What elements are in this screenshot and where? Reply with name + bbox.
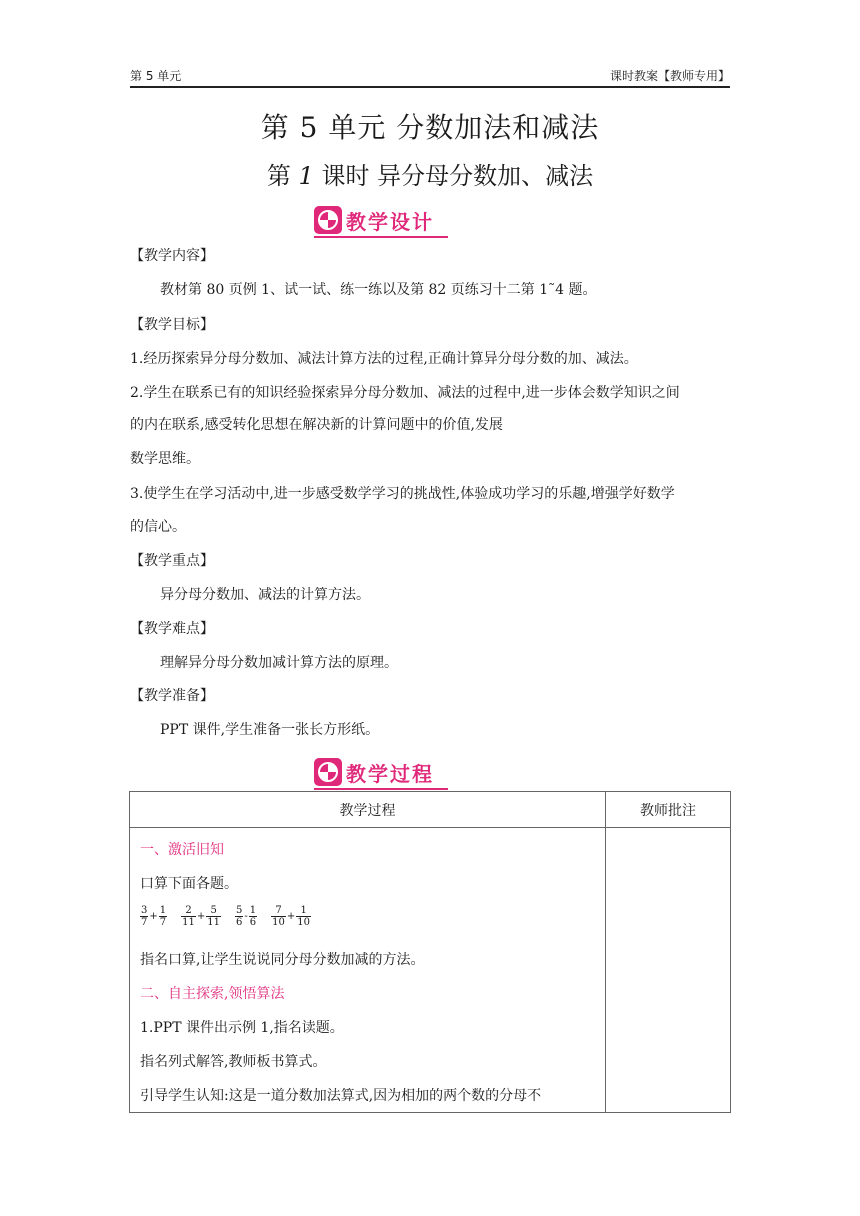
step-1-text: 口算下面各题。	[140, 876, 238, 892]
step-1-after: 指名口算,让学生说说同分母分数加减的方法。	[140, 952, 425, 968]
step-2-line2: 指名列式解答,教师板书算式。	[140, 1054, 327, 1070]
operator: -	[244, 911, 248, 922]
key-heading: 【教学重点】	[130, 553, 214, 569]
goal-3-line2: 的信心。	[130, 519, 186, 535]
step-2-line3: 引导学生认知:这是一道分数加法算式,因为相加的两个数的分母不	[140, 1088, 542, 1104]
step-2-title: 二、自主探索,领悟算法	[140, 986, 285, 1002]
fraction-expression	[271, 905, 311, 928]
column-header-process: 教学过程	[130, 792, 606, 828]
unit-title: 第 5 单元 分数加法和减法	[260, 111, 600, 144]
fraction: $\frac{1}{7}$	[159, 905, 167, 928]
goals-heading: 【教学目标】	[130, 317, 214, 333]
difficulty-heading: 【教学难点】	[130, 621, 214, 637]
fraction: $\frac{1}{10}$	[297, 905, 310, 928]
key-text: 异分母分数加、减法的计算方法。	[160, 587, 370, 603]
fraction: $\frac{1}{6}$	[249, 905, 257, 928]
operator: +	[149, 911, 158, 922]
fraction-exercises	[140, 905, 325, 928]
fraction-expression	[181, 905, 221, 928]
operator: +	[196, 911, 206, 922]
fraction: $\frac{3}{7}$	[141, 905, 148, 928]
flower-logo-icon	[314, 206, 342, 234]
goal-2-line2: 的内在联系,感受转化思想在解决新的计算问题中的价值,发展	[130, 417, 503, 433]
step-1-title: 一、激活旧知	[140, 842, 224, 858]
content-text: 教材第 80 页例 1、试一试、练一练以及第 82 页练习十二第 1˜4 题。	[160, 282, 597, 298]
fraction-expression	[140, 905, 167, 928]
content-heading: 【教学内容】	[130, 248, 214, 264]
preparation-heading: 【教学准备】	[130, 688, 214, 704]
preparation-text: PPT 课件,学生准备一张长方形纸。	[160, 722, 380, 738]
teaching-design-banner	[314, 206, 448, 236]
goal-2-line3: 数学思维。	[130, 451, 200, 467]
teaching-process-banner	[314, 758, 448, 788]
banner-underline	[314, 788, 448, 790]
goal-3-line1: 3.使学生在学习活动中,进一步感受数学学习的挑战性,体验成功学习的乐趣,增强学好数学	[130, 486, 675, 502]
goal-1: 1.经历探索异分母分数加、减法计算方法的过程,正确计算异分母分数的加、减法。	[130, 351, 638, 367]
process-cell	[130, 828, 606, 1113]
fraction-expression	[235, 905, 257, 928]
process-table	[129, 791, 731, 1113]
goal-2-line1: 2.学生在联系已有的知识经验探索异分母分数加、减法的过程中,进一步体会数学知识之间	[130, 385, 680, 401]
column-header-notes: 教师批注	[606, 792, 731, 828]
notes-cell	[606, 828, 731, 1113]
flower-logo-icon	[314, 758, 342, 786]
step-2-line1: 1.PPT 课件出示例 1,指名读题。	[140, 1020, 344, 1036]
fraction: $\frac{5}{11}$	[207, 905, 220, 928]
fraction: $\frac{5}{6}$	[236, 905, 243, 928]
header-doc-type: 课时教案【教师专用】	[609, 69, 730, 83]
header-unit: 第 5 单元	[130, 69, 182, 83]
lesson-title: 第 1 课时 异分母分数加、减法	[266, 162, 594, 190]
banner-underline	[314, 236, 448, 238]
difficulty-text: 理解异分母分数加减计算方法的原理。	[160, 655, 398, 671]
banner-label: 教学过程	[346, 762, 434, 786]
fraction: $\frac{7}{10}$	[272, 905, 285, 928]
operator: +	[286, 911, 296, 922]
fraction: $\frac{2}{11}$	[182, 905, 195, 928]
banner-label: 教学设计	[346, 210, 434, 234]
page-header	[130, 64, 730, 88]
